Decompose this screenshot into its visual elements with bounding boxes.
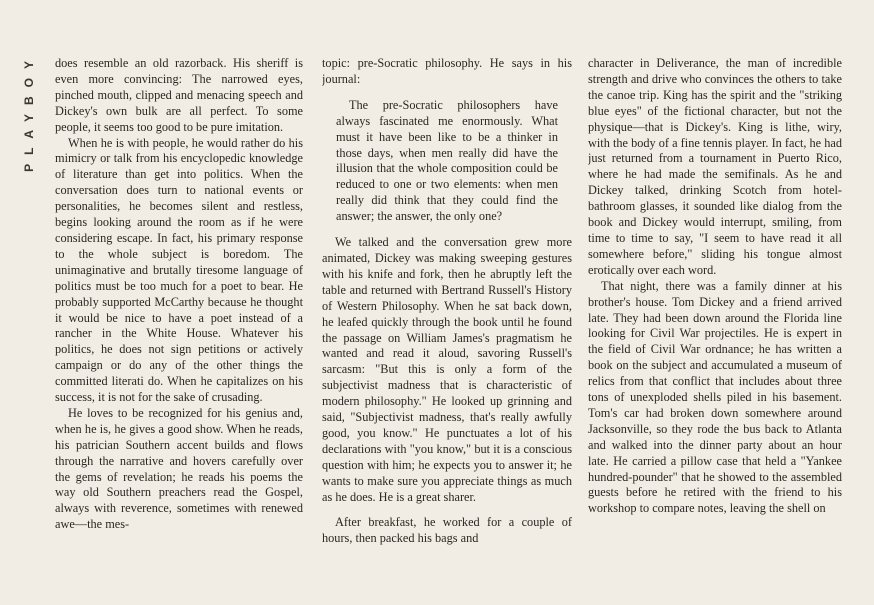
text-column-2: [322, 56, 572, 605]
text-column-1: [55, 56, 303, 605]
paragraph: When he is with people, he would rather do his mimicry or talk from his encyclopedic knowledge of literature than get into politics. When the conversation does turn to national events or personalities, he becomes silent and restless, begins looking around the room as if he were considering escape. In fact, his primary response to the whole subject is boredom. The unimaginative and brutally tiresome language of politics must be too much for a poet to bear. He probably supported McCarthy because he thought it would be nice to have a poet instead of a rancher in the White House. Whatever his politics, he does not sign petitions or actively campaign or do any of the other things the committed literati do. When he capitalizes on his success, it is not for the sake of crusading.: [55, 135, 303, 405]
paragraph: He loves to be recognized for his genius and, when he is, he gives a good show. When he reads, his patrician Southern accent builds and flows through the narrative and hovers carefully over the gems of revelation; he reads his poems the way old Southern preachers read the Gospel, always with reverence, sometimes with renewed awe—the mes-: [55, 405, 303, 532]
paragraph: topic: pre-Socratic philosophy. He says in his journal:: [322, 56, 572, 86]
paragraph: character in Deliverance, the man of incredible strength and drive who convinces the others to take the canoe trip. King has the spirit and the "striking blue eyes" of the fictional character, but not the physique—that is Dickey's. King is lithe, wiry, with the body of a fine tennis player. In fact, he had just returned from a tournament in Puerto Rico, where he had made the semifinals. As he and Dickey talked, drinking Scotch from hotel-bathroom glasses, it sounded like dialog from the book and Dickey would interrupt, smiling, from time to time to say, "I seem to have read it all somewhere before," sliding his tongue almost erotically over each word.: [588, 56, 842, 277]
block-quote: The pre-Socratic philosophers have always fascinated me enormously. What must it have been like to be a thinker in those days, when men really did have the illusion that the whole composition could be reduced to one or two elements: when men really did think that they could find the answer; the answer, the only one?: [336, 97, 558, 224]
paragraph: That night, there was a family dinner at his brother's house. Tom Dickey and a friend arrived late. They had been down around the Florida line looking for Civil War projectiles. He is expert in the field of Civil War ordnance; he has written a book on the subject and accumulated a museum of relics from that conflict that includes about three tons of unexploded shells piled in his basement. Tom's car had broken down somewhere around Jacksonville, so they rode the bus back to Atlanta and walked into the dinner party about an hour late. He carried a pillow case that held a "Yankee hundred-pounder" that he showed to the assembled guests before he retired with the friend to his workshop to compare notes, leaving the shell on: [588, 278, 842, 516]
paragraph: After breakfast, he worked for a couple of hours, then packed his bags and: [322, 515, 572, 546]
paragraph: does resemble an old razorback. His sheriff is even more convincing: The narrowed eyes, pinched mouth, clipped and menacing speech and Dickey's own bulk are all perfect. To some people, it seems too good to be pure imitation.: [55, 56, 303, 134]
text-column-3: [588, 56, 842, 605]
paragraph: We talked and the conversation grew more animated, Dickey was making sweeping gestures with his knife and fork, then he abruptly left the table and returned with Bertrand Russell's History of Western Philosophy. When he sat back down, he leafed quickly through the book until he found the passage on William James's pragmatism he wanted and read it aloud, savoring Russell's sarcasm: "But this is only a form of the subjectivist madness that is characteristic of modern philosophy." He looked up grinning and said, "Subjectivist madness, that's really awfully good, you know." He punctuates a lot of his declarations with "you know," but it is a conscious question with him; he expects you to answer it; he wants to make sure you appreciate things as much as he does. He is a great sharer.: [322, 235, 572, 504]
magazine-sidebar-title: PLAYBOY: [22, 52, 36, 172]
